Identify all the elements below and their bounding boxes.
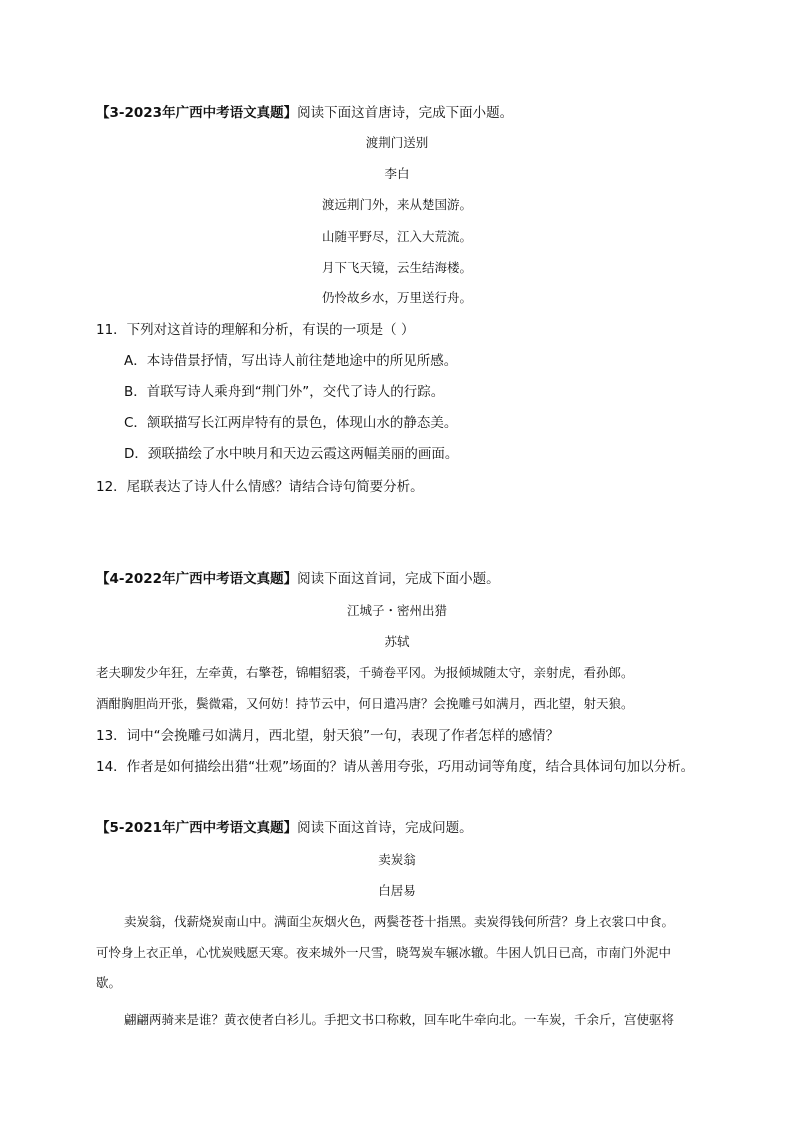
poem-line: 老夫聊发少年狂，左牵黄，右擎苍，锦帽貂裘，千骑卷平冈。为报倾城随太守，亲射虎，看孙郎。 [96, 665, 634, 680]
poem-line: 歇。 [96, 975, 122, 990]
poem-author: 李白 [384, 166, 410, 181]
poem-title: 渡荆门送别 [365, 135, 429, 150]
section-5-heading [96, 822, 473, 836]
section-4-intro: 阅读下面这首词，完成下面小题。 [297, 571, 500, 587]
poem-author: 白居易 [378, 883, 416, 898]
poem-line: 卖炭翁，伐薪烧炭南山中。满面尘灰烟火色，两鬓苍苍十指黑。卖炭得钱何所营？身上衣裳口中食。 [124, 914, 675, 929]
poem-line: 山随平野尽，江入大荒流。 [321, 229, 472, 244]
poem-line: 渡远荆门外，来从楚国游。 [321, 197, 472, 212]
question-11-option-c: C．颔联描写长江两岸特有的景色，体现山水的静态美。 [124, 415, 458, 431]
poem-title: 江城子・密州出猎 [346, 603, 447, 618]
section-5-intro: 阅读下面这首诗，完成问题。 [297, 820, 473, 836]
poem-line: 酒酣胸胆尚开张，鬓微霜，又何妨！持节云中，何日遣冯唐？会挽雕弓如满月，西北望，射天狼。 [96, 696, 634, 711]
section-4-tag: 【4-2022年广西中考语文真题】 [96, 571, 298, 587]
poem-author: 苏轼 [384, 634, 410, 649]
section-4-heading [96, 573, 500, 587]
section-5-tag: 【5-2021年广西中考语文真题】 [96, 820, 298, 836]
section-3-heading [96, 107, 513, 121]
poem-line: 月下飞天镜，云生结海楼。 [321, 260, 472, 275]
question-14: 14．作者是如何描绘出猎“壮观”场面的？请从善用夸张，巧用动词等角度，结合具体词句加以分析。 [96, 759, 695, 775]
question-11-option-d: D．颈联描绘了水中映月和天边云霞这两幅美丽的画面。 [124, 446, 459, 462]
poem-line: 翩翩两骑来是谁？黄衣使者白衫儿。手把文书口称敕，回车叱牛牵向北。一车炭，千余斤，宫使驱将 [124, 1012, 675, 1027]
poem-title: 卖炭翁 [378, 852, 416, 867]
poem-line: 可怜身上衣正单，心忧炭贱愿天寒。夜来城外一尺雪，晓驾炭车辗冰辙。牛困人饥日已高，市南门外泥中 [96, 945, 672, 960]
question-11-option-b: B．首联写诗人乘舟到“荆门外”，交代了诗人的行踪。 [124, 384, 445, 400]
question-13: 13．词中“会挽雕弓如满月，西北望，射天狼”一句，表现了作者怎样的感情？ [96, 728, 560, 744]
poem-line: 仍怜故乡水，万里送行舟。 [321, 290, 472, 305]
section-3-tag: 【3-2023年广西中考语文真题】 [96, 105, 298, 121]
question-11-stem: 11．下列对这首诗的理解和分析，有误的一项是（ ） [96, 322, 415, 338]
section-3-intro: 阅读下面这首唐诗，完成下面小题。 [297, 105, 514, 121]
question-12: 12．尾联表达了诗人什么情感？请结合诗句简要分析。 [96, 479, 424, 495]
question-11-option-a: A．本诗借景抒情，写出诗人前往楚地途中的所见所感。 [124, 353, 458, 369]
